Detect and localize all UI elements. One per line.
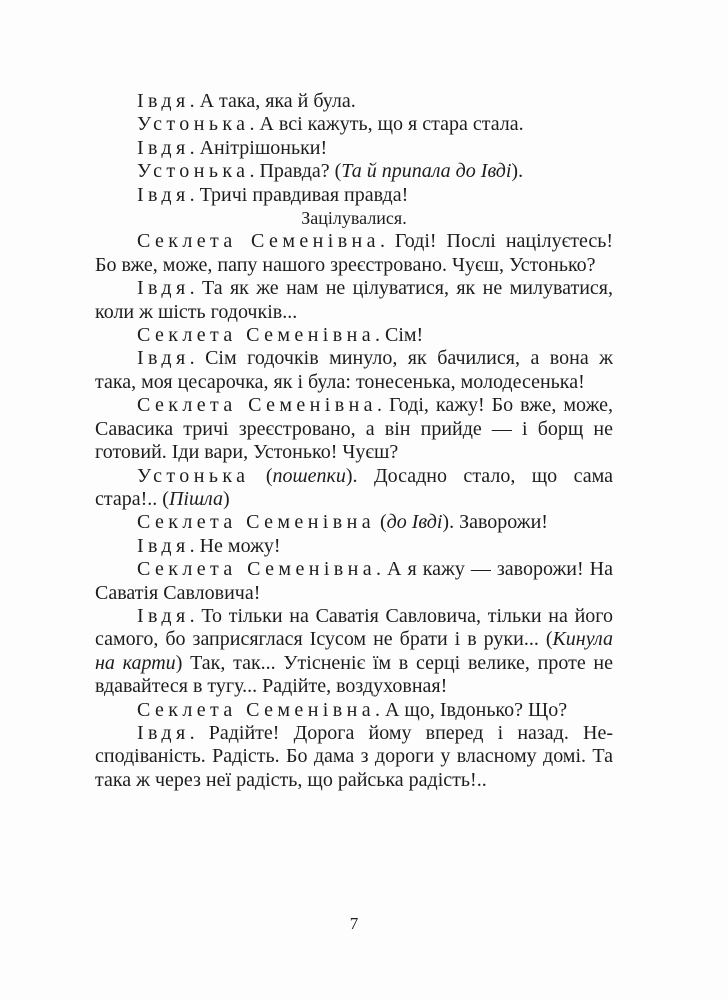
dialogue-text: . Сім! [374,324,424,347]
stage-note: Кинула на карти [95,628,613,674]
dialogue-text: . А всі кажуть, що я стара стала. [249,113,524,136]
dialogue-paragraph [95,511,613,534]
dialogue-text: . Годі! Послі націлуєтесь! Бо вже, може, папу нашого зреєстровано. Чуєш, Устонько? [95,230,614,276]
dialogue-text: ). [511,160,524,183]
dialogue-text: . Радійте! Дорога йому вперед і назад. Несподіваність. Радість. Бо дама з дороги у власному домі. Та така ж через неї радість, що райська радість!.. [95,721,613,791]
dialogue-text: . Анітрішоньки! [189,136,328,159]
character-name: Секлета Семенівна [137,698,375,721]
dialogue-text: ( [374,511,387,534]
dialogue-paragraph [95,230,613,277]
dialogue-paragraph [95,90,613,113]
character-name: Секлета Семенівна [137,230,380,253]
stage-direction: Зацілувалися. [301,208,407,229]
stage-note: Та й припала до Івді [341,160,512,183]
dialogue-text: . А я кажу — заворожи! На Саватія Савловича! [95,558,613,604]
stage-note: пошепки [272,464,346,487]
stage-note: Пішла [168,487,223,510]
character-name: Устонька [137,464,250,487]
character-name: Івдя [137,721,190,744]
dialogue-text: ) [223,487,230,510]
dialogue-text: ( [249,464,273,487]
dialogue-paragraph [95,324,613,347]
dialogue-text: . Правда? ( [249,160,342,183]
character-name: Секлета Семенівна [137,511,375,534]
dialogue-text: ). Заворожи! [442,511,548,534]
character-name: Секлета Семенівна [137,394,377,417]
character-name: Секлета Семенівна [137,324,375,347]
dialogue-text: . А така, яка й була. [189,90,356,112]
dialogue-text: . Тричі правдивая правда! [189,183,409,206]
character-name: Івдя [137,534,190,557]
text-block [95,90,613,792]
dialogue-paragraph [95,465,613,512]
character-name: Секлета Семенівна [137,558,376,581]
dialogue-paragraph [95,137,613,160]
character-name: Івдя [137,277,190,300]
dialogue-paragraph [95,558,613,605]
dialogue-paragraph [95,699,613,722]
dialogue-text: . А що, Івдонько? Що? [374,698,568,721]
character-name: Устонька [137,160,250,183]
character-name: Івдя [137,183,190,206]
dialogue-paragraph [95,184,613,207]
character-name: Устонька [137,113,250,136]
dialogue-paragraph [95,535,613,558]
dialogue-paragraph [95,722,613,792]
dialogue-text: . Не можу! [189,534,281,557]
dialogue-text: . Годі, кажу! Бо вже, може, Савасика тричі зреєстровано, а він прийде — і борщ не готовий. Іди вари, Устонько! Чуєш? [95,394,613,464]
character-name: Івдя [137,604,190,627]
character-name: Івдя [137,347,190,370]
dialogue-paragraph [95,605,613,699]
dialogue-paragraph [95,277,613,324]
dialogue-paragraph [95,347,613,394]
character-name: Івдя [137,136,190,159]
dialogue-text: ) Так, так... Утісненіє їм в серці велике, проте не вдавайтеся в тугу... Радійте, воздуховная! [95,651,613,698]
character-name: Івдя [137,90,190,112]
dialogue-text: . Та як же нам не цілуватися, як не милуватися, коли ж шість годочків... [95,277,613,323]
dialogue-text: . Сім годочків минуло, як бачилися, а вона ж така, моя цесарочка, як і була: тонесенька, молодесенька! [95,347,613,393]
dialogue-paragraph [95,160,613,183]
dialogue-paragraph [95,113,613,136]
dialogue-paragraph [95,394,613,464]
stage-note: до Івді [386,511,443,534]
dialogue-text: . То тільки на Саватія Савловича, тільки на його самого, бо заприсяглася Ісусом не брати і в руки... ( [95,604,613,651]
dialogue-text: ). Досадно стало, що сама стара!.. ( [95,464,613,510]
page-number: 7 [349,914,359,933]
